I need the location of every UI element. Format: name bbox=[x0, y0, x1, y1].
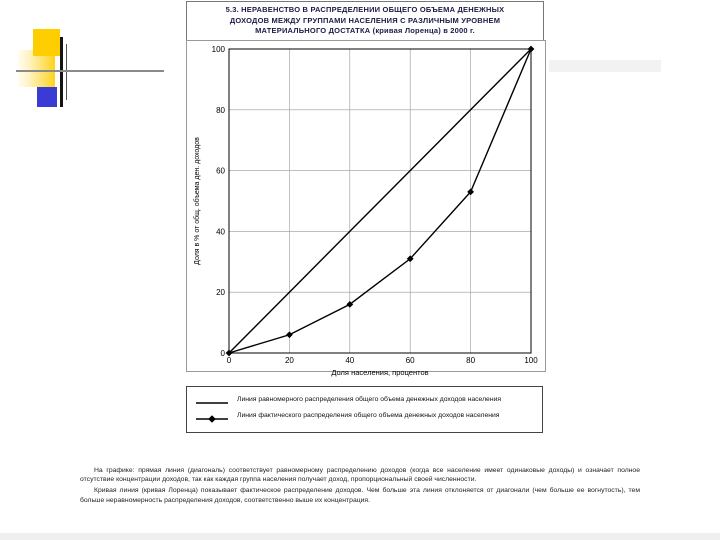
lorenz-chart-svg bbox=[187, 41, 545, 377]
slide-title-line-2: ДОХОДОВ МЕЖДУ ГРУППАМИ НАСЕЛЕНИЯ С РАЗЛИЧНЫМ УРОВНЕМ bbox=[229, 15, 501, 25]
svg-text:0: 0 bbox=[220, 349, 225, 358]
y-tick-labels bbox=[212, 45, 226, 358]
decoration-vertical-line-thin bbox=[66, 44, 67, 100]
svg-text:100: 100 bbox=[211, 45, 225, 54]
legend-item-uniform bbox=[194, 395, 535, 408]
notes-paragraph-1: На графике: прямая линия (диагональ) соответствует равномерному распределению доходов (когда все население имеет одинаковые доходы) и означает полное отсутствие концентрации доходов, так как каждая группа населения получает доход, пропорциональный своей численности. bbox=[80, 467, 640, 484]
svg-text:80: 80 bbox=[216, 105, 225, 115]
decoration-blue-square bbox=[37, 87, 57, 107]
svg-text:100: 100 bbox=[524, 356, 538, 365]
y-axis-label: Доля в % от общ. объема ден. доходов bbox=[194, 137, 201, 265]
decoration-yellow-square bbox=[33, 29, 60, 56]
lorenz-chart bbox=[186, 40, 546, 377]
slide-notes bbox=[80, 466, 640, 507]
notes-paragraph-2: Кривая линия (кривая Лоренца) показывает фактическое распределение доходов. Чем больше эта линия отклоняется от диагонали (чем больше ее вогнутость), тем больше неравномерность распределения доходов, соответственно выше их концентрация. bbox=[80, 487, 640, 504]
chart-legend bbox=[186, 386, 543, 433]
legend-label-actual: Линия фактического распределения общего объема денежных доходов населения bbox=[237, 412, 500, 419]
svg-text:40: 40 bbox=[216, 227, 225, 237]
svg-text:40: 40 bbox=[345, 356, 355, 365]
svg-text:20: 20 bbox=[216, 288, 225, 298]
svg-text:60: 60 bbox=[216, 166, 225, 176]
slide-title-line-1: 5.3. НЕРАВЕНСТВО В РАСПРЕДЕЛЕНИИ ОБЩЕГО ОБЪЕМА ДЕНЕЖНЫХ bbox=[225, 5, 505, 14]
svg-text:0: 0 bbox=[226, 356, 232, 365]
uniform-line-sample-icon bbox=[194, 398, 230, 408]
slide-title-line-3: МАТЕРИАЛЬНОГО ДОСТАТКА (кривая Лоренца) в 2000 г. bbox=[255, 26, 475, 35]
series-0 bbox=[229, 49, 531, 353]
x-tick-labels bbox=[227, 356, 538, 365]
decoration-faint-band bbox=[549, 60, 661, 72]
slide-title bbox=[186, 1, 544, 41]
decoration-vertical-line bbox=[60, 37, 63, 107]
legend-item-actual bbox=[194, 411, 535, 424]
svg-text:20: 20 bbox=[284, 356, 294, 365]
legend-label-uniform: Линия равномерного распределения общего объема денежных доходов населения bbox=[237, 396, 502, 403]
decoration-horizontal-line bbox=[16, 70, 164, 72]
svg-text:80: 80 bbox=[466, 356, 476, 365]
decoration-bottom-strip bbox=[0, 533, 720, 540]
svg-text:60: 60 bbox=[405, 356, 415, 365]
actual-line-sample-icon bbox=[194, 414, 230, 424]
x-axis-label: Доля населения, процентов bbox=[331, 368, 429, 377]
